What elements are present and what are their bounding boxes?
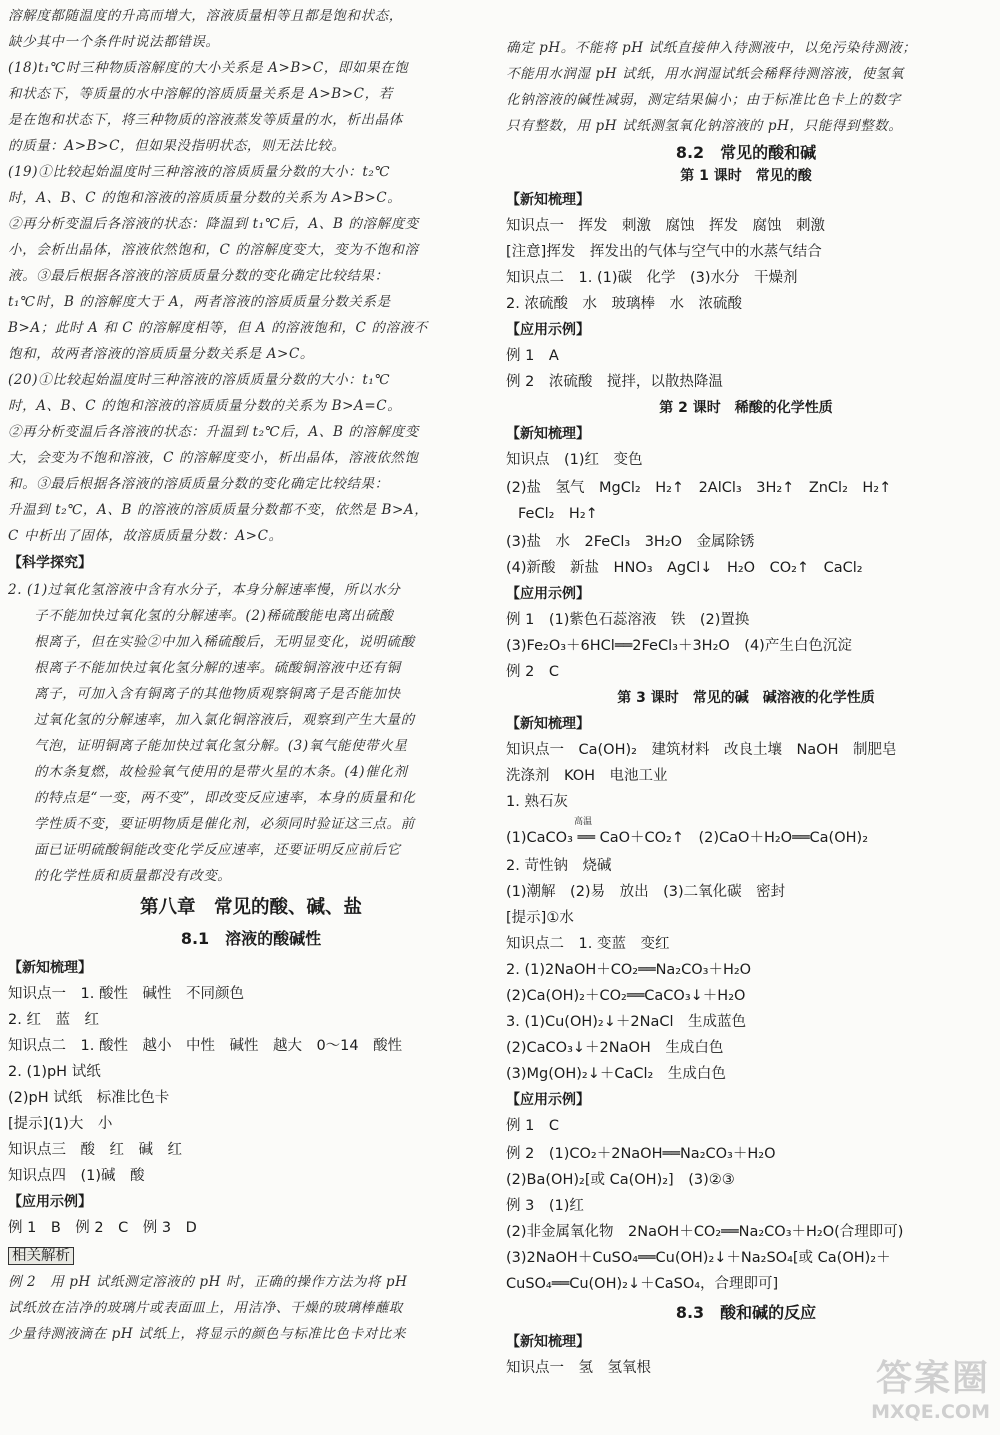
section-heading: 【新知梳理】 [8,960,92,976]
section-heading: 【新知梳理】 [506,192,590,208]
text-line: (2)非金属氧化物 2NaOH＋CO₂══Na₂CO₃＋H₂O(合理即可) [506,1224,904,1240]
section-title: 8.2 常见的酸和碱 [675,143,817,162]
text-line: (3)Fe₂O₃＋6HCl══2FeCl₃＋3H₂O (4)产生白色沉淀 [506,638,852,654]
text-line: 例 2 浓硫酸 搅拌，以散热降温 [506,374,723,390]
section-title: 8.3 酸和碱的反应 [675,1303,817,1322]
text-line: 1. 熟石灰 [506,794,568,810]
text-line: (3)Mg(OH)₂↓＋CaCl₂ 生成白色 [506,1066,726,1082]
text-line: 知识点四 (1)碱 酸 [8,1168,145,1184]
text-line: (2)Ba(OH)₂[或 Ca(OH)₂] (3)②③ [506,1172,735,1188]
text-line: (1)潮解 (2)易 放出 (3)二氧化碳 密封 [506,884,786,900]
text-line: 知识点一 1. 酸性 碱性 不同颜色 [8,986,244,1002]
text-line: 溶解度都随温度的升高而增大，溶液质量相等且都是饱和状态， [8,8,403,24]
text-line: 液。③最后根据各溶液的溶质质量分数的变化确定比较结果： [8,268,389,284]
text-line: 例 2 用 pH 试纸测定溶液的 pH 时，正确的操作方法为将 pH [8,1274,408,1290]
text-line: 小，会析出晶体，溶液依然饱和，C 的溶解度变大，变为不饱和溶 [8,242,419,258]
text-line: 升温到 t₂℃，A、B 的溶液的溶质质量分数都不变，依然是 B>A， [8,502,429,518]
text-line: 和。③最后根据各溶液的溶质质量分数的变化确定比较结果： [8,476,389,492]
watermark-text: 答案圈 [875,1358,990,1399]
text-line: 饱和，故两者溶液的溶质质量分数关系是 A>C。 [8,346,314,362]
text-line: 只有整数，用 pH 试纸测氢氧化钠溶液的 pH，只能得到整数。 [506,118,903,134]
text-line: CuSO₄══Cu(OH)₂↓＋CaSO₄，合理即可] [506,1276,779,1292]
text-line: 大，会变为不饱和溶液，C 的溶解度变小，析出晶体，溶液依然饱 [8,450,419,466]
text-line: 气泡，证明铜离子能加快过氧化氢分解。(3)氧气能使带火星 [34,738,408,754]
section-heading: 【应用示例】 [506,586,590,602]
text-line: 和状态下，等质量的水中溶解的溶质质量关系是 A>B>C，若 [8,86,393,102]
text-line: 例 2 C [506,664,559,680]
text-line: 知识点一 氢 氢氧根 [506,1360,651,1376]
reaction-condition: 高温 [574,817,593,827]
text-line: 确定 pH。不能将 pH 试纸直接伸入待测液中，以免污染待测液； [506,40,917,56]
text-line: 2. (1)pH 试纸 [8,1064,101,1080]
text-line: ②再分析变温后各溶液的状态：降温到 t₁℃后，A、B 的溶解度变 [8,216,419,232]
text-line: 例 1 A [506,348,559,364]
text-line: (20)①比较起始温度时三种溶液的溶质质量分数的大小：t₁℃ [8,372,391,388]
text-line: (4)新酸 新盐 HNO₃ AgCl↓ H₂O CO₂↑ CaCl₂ [506,560,863,576]
text-line: C 中析出了固体，故溶质质量分数：A>C。 [8,528,283,544]
text-line: (19)①比较起始温度时三种溶液的溶质质量分数的大小：t₂℃ [8,164,391,180]
text-line: (2)盐 氢气 MgCl₂ H₂↑ 2AlCl₃ 3H₂↑ ZnCl₂ H₂↑ [506,480,892,496]
text-line: [提示]①水 [506,910,574,926]
text-line: 3. (1)Cu(OH)₂↓＋2NaCl 生成蓝色 [506,1014,746,1030]
text-line: 的特点是“一变，两不变”，即改变反应速率，本身的质量和化 [34,790,416,806]
text-line: 知识点 (1)红 变色 [506,452,643,468]
text-line: [提示](1)大 小 [8,1116,113,1132]
text-line: 2. 浓硫酸 水 玻璃棒 水 浓硫酸 [506,296,742,312]
text-line: FeCl₂ H₂↑ [518,506,598,522]
text-line: 学性质不变，要证明物质是催化剂，必须同时验证这三点。前 [34,816,415,832]
text-line: 知识点一 Ca(OH)₂ 建筑材料 改良土壤 NaOH 制肥皂 [506,742,897,758]
text-line: (2)pH 试纸 标准比色卡 [8,1090,170,1106]
lesson-title: 第 3 课时 常见的碱 碱溶液的化学性质 [617,690,875,706]
text-line: 2. 苛性钠 烧碱 [506,858,612,874]
lesson-title: 第 1 课时 常见的酸 [680,168,812,184]
text-line: 缺少其中一个条件时说法都错误。 [8,34,220,50]
text-line: 过氧化氢的分解速率，加入氯化铜溶液后，观察到产生大量的 [34,712,415,728]
text-line: 例 1 B 例 2 C 例 3 D [8,1220,197,1236]
text-line: B>A；此时 A 和 C 的溶解度相等，但 A 的溶液饱和，C 的溶液不 [8,320,428,336]
text-line: 例 2 (1)CO₂＋2NaOH══Na₂CO₃＋H₂O [506,1146,776,1162]
text-line: t₁℃时，B 的溶解度大于 A，两者溶液的溶质质量分数关系是 [8,294,391,310]
section-heading: 【应用示例】 [8,1194,92,1210]
section-heading: 【科学探究】 [8,555,92,571]
section-heading: 【新知梳理】 [506,426,590,442]
text-line: 洗涤剂 KOH 电池工业 [506,768,668,784]
section-heading: 【新知梳理】 [506,1334,590,1350]
analysis-tag-label: 相关解析 [8,1247,74,1265]
text-line: 试纸放在洁净的玻璃片或表面皿上，用洁净、干燥的玻璃棒蘸取 [8,1300,403,1316]
text-line: 时，A、B、C 的饱和溶液的溶质质量分数的关系为 A>B>C。 [8,190,402,206]
text-line: 知识点二 1. 变蓝 变红 [506,936,670,952]
text-line: (2)CaCO₃↓＋2NaOH 生成白色 [506,1040,724,1056]
text-line: 例 1 C [506,1118,559,1134]
text-line: 根离子不能加快过氧化氢分解的速率。硫酸铜溶液中还有铜 [34,660,401,676]
text-line: (3)盐 水 2FeCl₃ 3H₂O 金属除锈 [506,534,755,550]
text-line: 知识点二 1. 酸性 越小 中性 碱性 越大 0～14 酸性 [8,1038,403,1054]
text-line: 根离子，但在实验②中加入稀硫酸后，无明显变化，说明硫酸 [34,634,415,650]
text-line: ②再分析变温后各溶液的状态：升温到 t₂℃后，A、B 的溶解度变 [8,424,419,440]
text-line: 子不能加快过氧化氢的分解速率。(2)稀硫酸能电离出硫酸 [34,608,394,624]
text-line: (2)Ca(OH)₂＋CO₂══CaCO₃↓＋H₂O [506,988,746,1004]
watermark-logo [820,1358,990,1432]
text-line: (18)t₁℃时三种物质溶解度的大小关系是 A>B>C，即如果在饱 [8,60,409,76]
text-line: 少量待测液滴在 pH 试纸上，将显示的颜色与标准比色卡对比来 [8,1326,406,1342]
text-line: 知识点二 1. (1)碳 化学 (3)水分 干燥剂 [506,270,798,286]
text-line: 知识点三 酸 红 碱 红 [8,1142,182,1158]
text-line: 例 3 (1)红 [506,1198,584,1214]
text-line: 面已证明硫酸铜能改变化学反应速率，还要证明反应前后它 [34,842,401,858]
text-line: 是在饱和状态下，将三种物质的溶液蒸发等质量的水，析出晶体 [8,112,403,128]
text-line: 2. (1)2NaOH＋CO₂══Na₂CO₃＋H₂O [506,962,752,978]
chapter-title: 第八章 常见的酸、碱、盐 [139,897,362,918]
text-line: 2. (1)过氧化氢溶液中含有水分子，本身分解速率慢，所以水分 [8,582,401,598]
section-heading: 【应用示例】 [506,322,590,338]
lesson-title: 第 2 课时 稀酸的化学性质 [659,400,833,416]
watermark-url: MXQE.COM [871,1401,990,1423]
text-line: 不能用水润湿 pH 试纸，用水润湿试纸会稀释待测溶液，使氢氧 [506,66,904,82]
text-line: 2. 红 蓝 红 [8,1012,99,1028]
section-heading: 【新知梳理】 [506,716,590,732]
text-line: [注意]挥发 挥发出的气体与空气中的水蒸气结合 [506,244,822,260]
analysis-tag [8,1246,74,1266]
text-line: 时，A、B、C 的饱和溶液的溶质质量分数的关系为 B>A=C。 [8,398,402,414]
section-title: 8.1 溶液的酸碱性 [180,929,322,948]
text-line: (3)2NaOH＋CuSO₄══Cu(OH)₂↓＋Na₂SO₄[或 Ca(OH)₂＋ [506,1250,891,1266]
text-line: (1)CaCO₃ ══ CaO＋CO₂↑ (2)CaO＋H₂O══Ca(OH)₂ [506,830,869,846]
text-line: 离子，可加入含有铜离子的其他物质观察铜离子是否能加快 [34,686,401,702]
text-line: 的木条复燃，故检验氧气使用的是带火星的木条。(4)催化剂 [34,764,408,780]
text-line: 的化学性质和质量都没有改变。 [34,868,232,884]
text-line: 例 1 (1)紫色石蕊溶液 铁 (2)置换 [506,612,750,628]
text-line: 的质量：A>B>C，但如果没指明状态，则无法比较。 [8,138,346,154]
text-line: 化钠溶液的碱性减弱，测定结果偏小；由于标准比色卡上的数字 [506,92,901,108]
section-heading: 【应用示例】 [506,1092,590,1108]
text-line: 知识点一 挥发 刺激 腐蚀 挥发 腐蚀 刺激 [506,218,825,234]
